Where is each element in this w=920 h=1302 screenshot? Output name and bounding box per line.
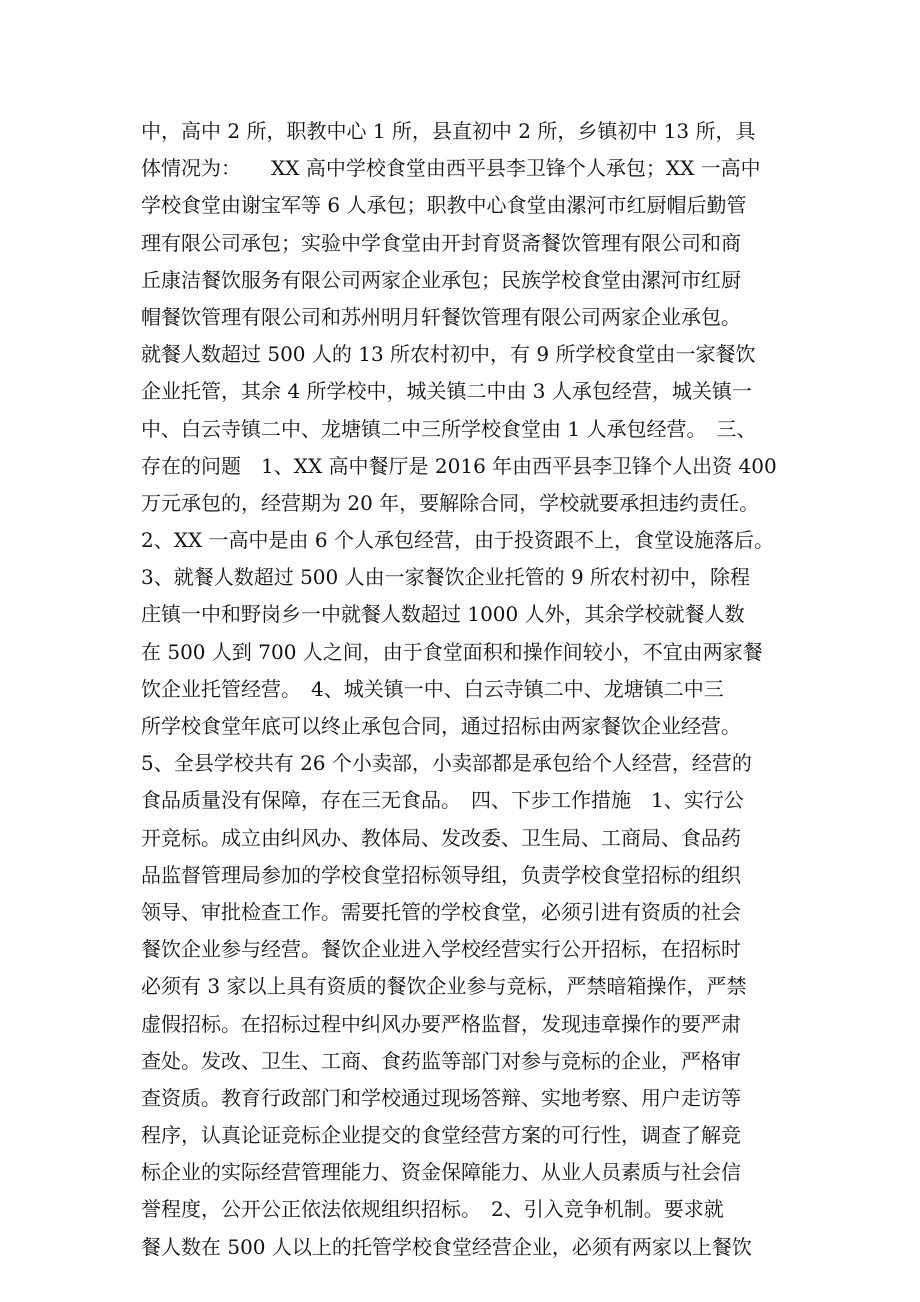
text-line: 誉程度，公开公正依法依规组织招标。 2、引入竞争机制。要求就	[141, 1197, 724, 1222]
text-line: 体情况为： XX 高中学校食堂由西平县李卫锋个人承包；XX 一高中	[141, 156, 761, 181]
text-line: 领导、审批检查工作。需要托管的学校食堂，必须引进有资质的社会	[141, 899, 741, 924]
text-line: 中、白云寺镇二中、龙塘镇二中三所学校食堂由 1 人承包经营。 三、	[141, 416, 757, 441]
text-line: 2、XX 一高中是由 6 个人承包经营，由于投资跟不上，食堂设施落后。	[141, 528, 774, 553]
text-line: 存在的问题 1、XX 高中餐厅是 2016 年由西平县李卫锋个人出资 400	[141, 453, 777, 478]
text-line: 食品质量没有保障，存在三无食品。 四、下步工作措施 1、实行公	[141, 788, 744, 813]
text-line: 必须有 3 家以上具有资质的餐饮企业参与竞标，严禁暗箱操作，严禁	[141, 974, 747, 999]
text-line: 万元承包的，经营期为 20 年，要解除合同，学校就要承担违约责任。	[141, 490, 760, 515]
text-line: 查资质。教育行政部门和学校通过现场答辩、实地考察、用户走访等	[141, 1085, 741, 1110]
text-line: 理有限公司承包；实验中学食堂由开封育贤斋餐饮管理有限公司和商	[141, 230, 741, 255]
text-line: 标企业的实际经营管理能力、资金保障能力、从业人员素质与社会信	[141, 1160, 741, 1185]
text-line: 庄镇一中和野岗乡一中就餐人数超过 1000 人外，其余学校就餐人数	[141, 602, 745, 627]
text-line: 品监督管理局参加的学校食堂招标领导组，负责学校食堂招标的组织	[141, 862, 741, 887]
text-line: 饮企业托管经营。 4、城关镇一中、白云寺镇二中、龙塘镇二中三	[141, 676, 724, 701]
text-line: 餐人数在 500 人以上的托管学校食堂经营企业，必须有两家以上餐饮	[141, 1234, 752, 1259]
text-line: 企业托管，其余 4 所学校中，城关镇二中由 3 人承包经营，城关镇一	[141, 379, 752, 404]
text-line: 在 500 人到 700 人之间，由于食堂面积和操作间较小，不宜由两家餐	[141, 639, 763, 664]
text-line: 虚假招标。在招标过程中纠风办要严格监督，发现违章操作的要严肃	[141, 1011, 741, 1036]
text-line: 就餐人数超过 500 人的 13 所农村初中，有 9 所学校食堂由一家餐饮	[141, 342, 756, 367]
text-line: 开竞标。成立由纠风办、教体局、发改委、卫生局、工商局、食品药	[141, 825, 741, 850]
text-line: 中，高中 2 所，职教中心 1 所，县直初中 2 所，乡镇初中 13 所，具	[141, 119, 756, 143]
body-text	[141, 113, 791, 1266]
text-line: 所学校食堂年底可以终止承包合同，通过招标由两家餐饮企业经营。	[141, 714, 741, 738]
text-line: 帽餐饮管理有限公司和苏州明月轩餐饮管理有限公司两家企业承包。	[141, 304, 741, 329]
text-line: 查处。发改、卫生、工商、食药监等部门对参与竞标的企业，严格审	[141, 1048, 741, 1073]
text-line: 餐饮企业参与经营。餐饮企业进入学校经营实行公开招标，在招标时	[141, 937, 741, 962]
text-line: 学校食堂由谢宝军等 6 人承包；职教中心食堂由漯河市红厨帽后勤管	[141, 193, 747, 218]
text-line: 丘康洁餐饮服务有限公司两家企业承包；民族学校食堂由漯河市红厨	[141, 267, 741, 292]
text-line: 程序，认真论证竞标企业提交的食堂经营方案的可行性，调查了解竞	[141, 1123, 741, 1148]
text-line: 5、全县学校共有 26 个小卖部，小卖部都是承包给个人经营，经营的	[141, 751, 752, 776]
text-line: 3、就餐人数超过 500 人由一家餐饮企业托管的 9 所农村初中，除程	[141, 565, 751, 590]
